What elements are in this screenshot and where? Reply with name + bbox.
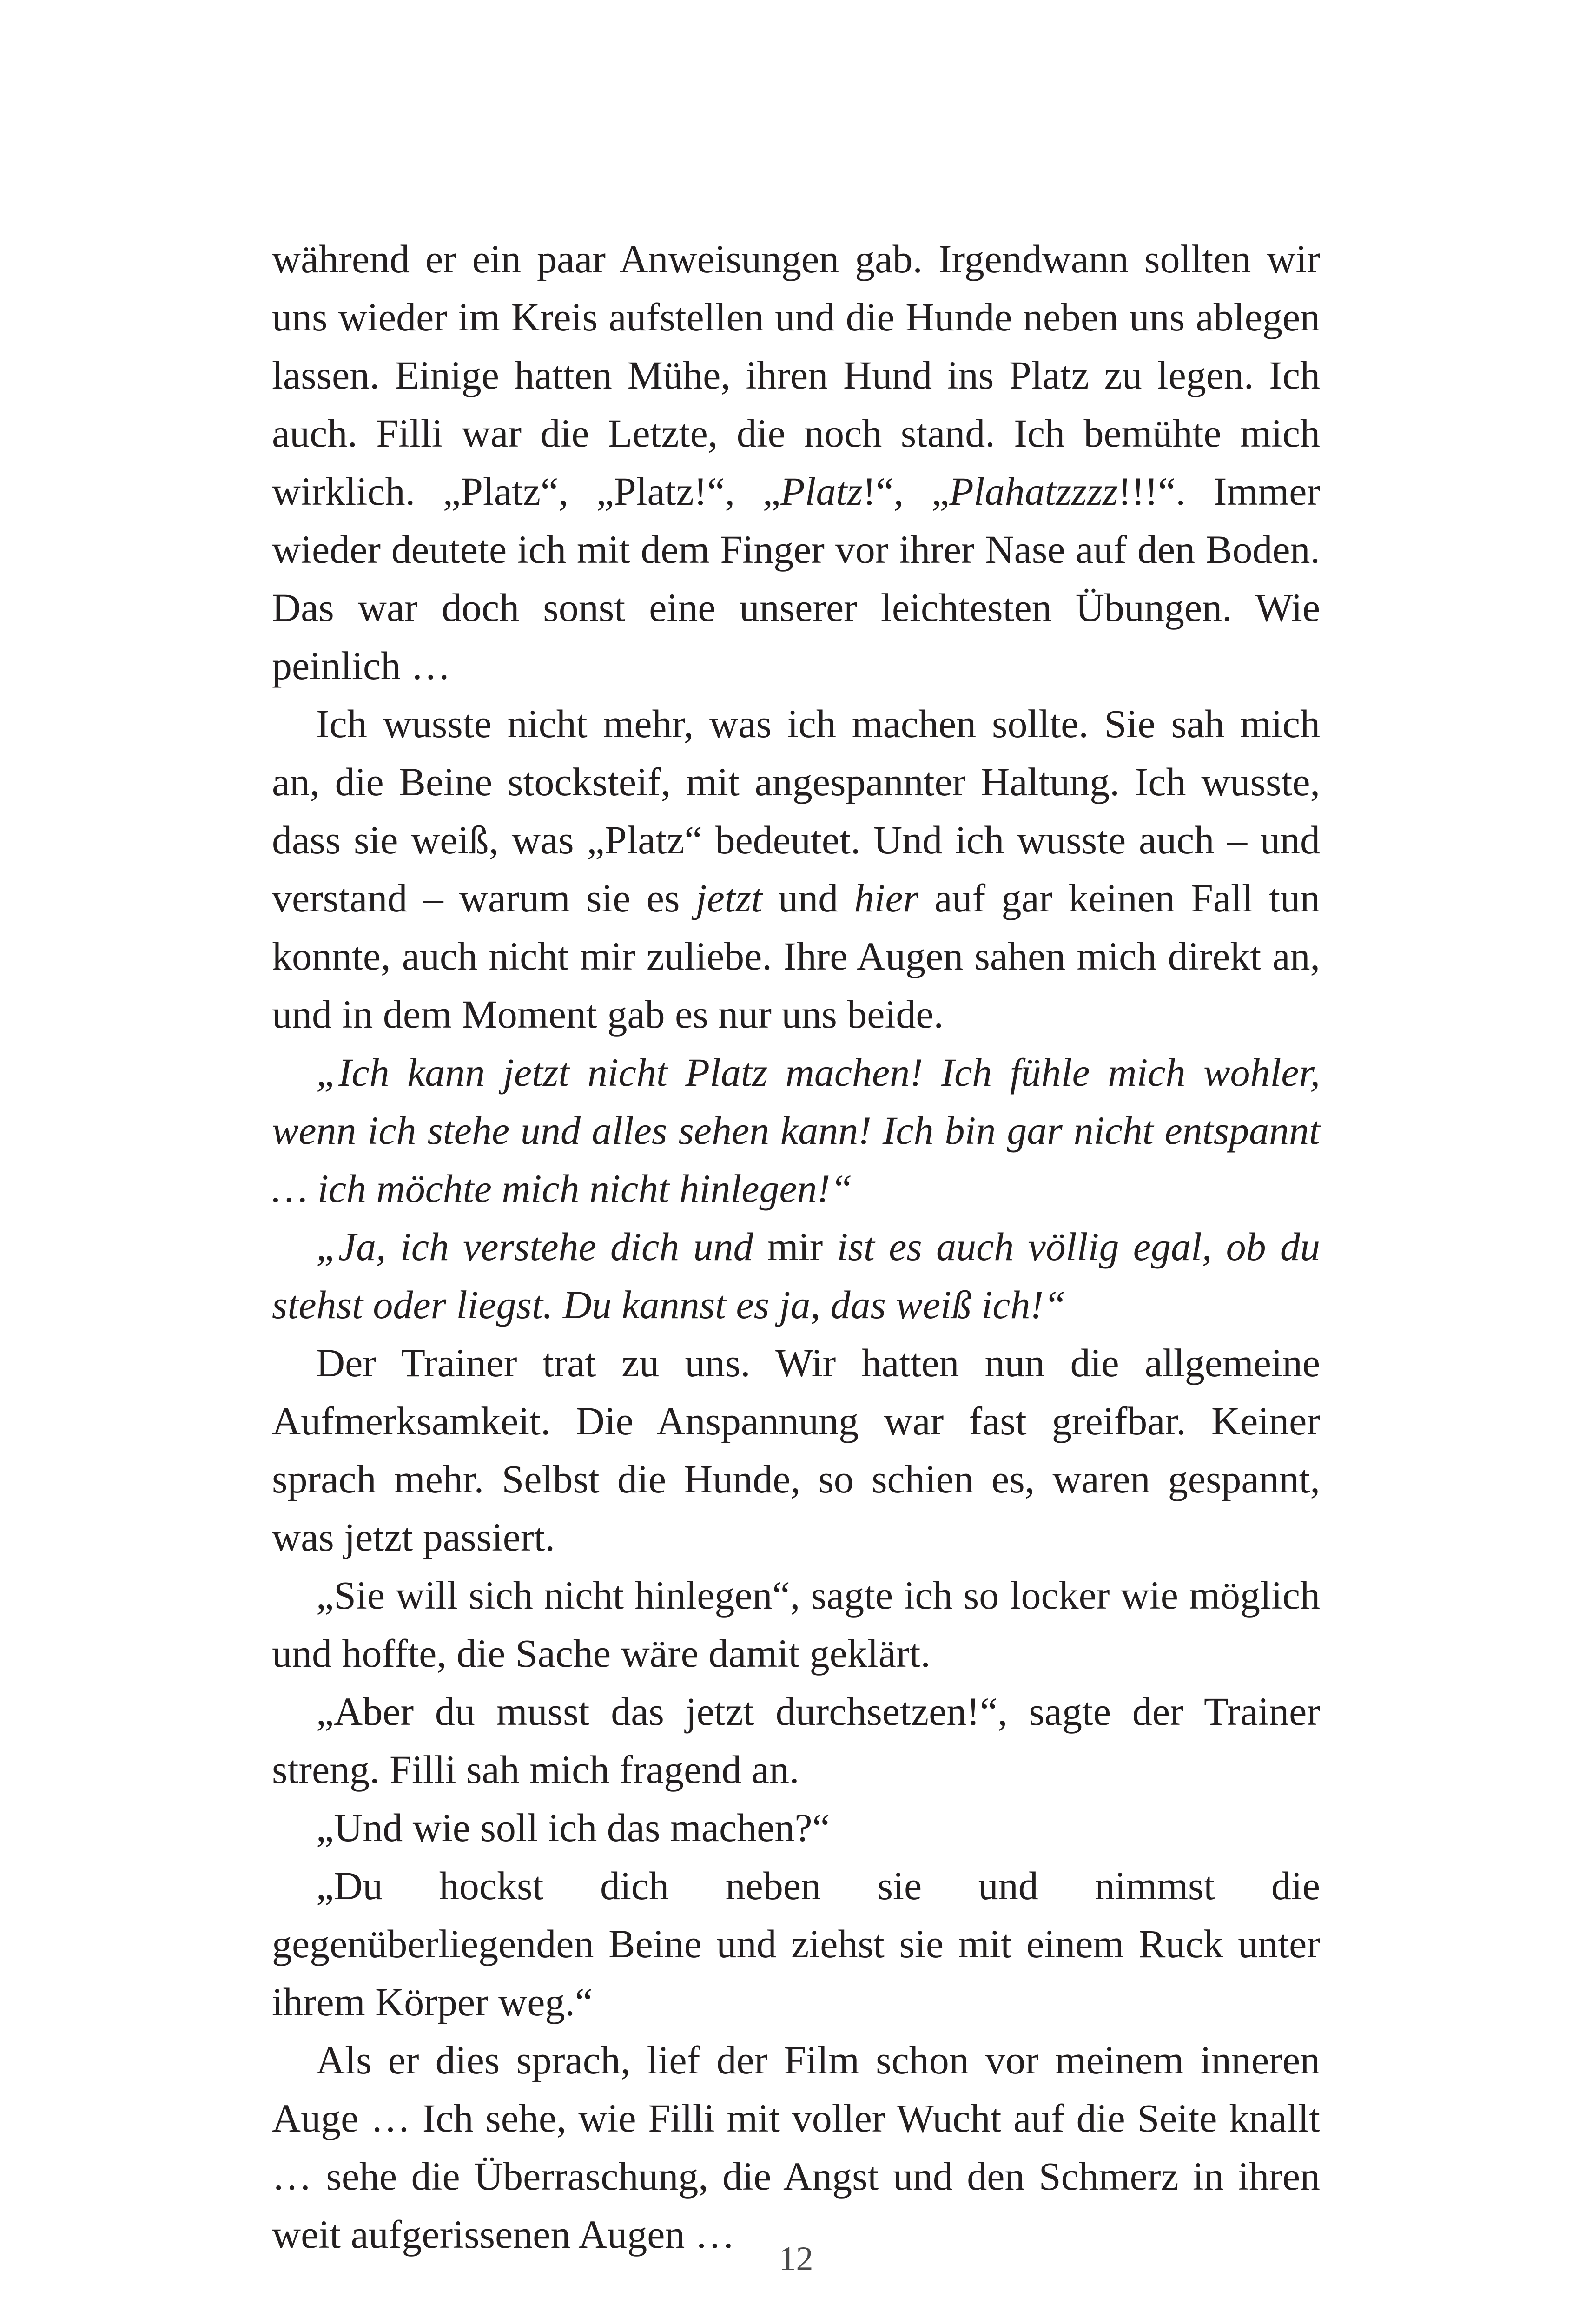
- text-run: „Aber du musst das jetzt durchsetzen!“, sagte der Trainer streng. Filli sah mich fragend an.: [272, 1689, 1320, 1792]
- dialog-paragraph: [272, 1218, 1320, 1334]
- paragraph: [272, 230, 1320, 695]
- paragraph: [272, 1857, 1320, 2031]
- paragraph: [272, 1334, 1320, 1566]
- text-run-italic: Platz: [780, 469, 863, 514]
- text-run: und: [762, 876, 854, 920]
- page-number: 12: [779, 2240, 813, 2278]
- text-run: „Du hockst dich neben sie und nimmst die gegenüberliegenden Beine und ziehst sie mit einem Ruck unter ihrem Körper weg.“: [272, 1863, 1320, 2024]
- paragraph: [272, 1566, 1320, 1683]
- text-run: !!!“. Immer wieder deutete ich mit dem Finger vor ihrer Nase auf den Boden. Das war doch sonst eine unserer leichtesten Übungen. Wie peinlich …: [272, 469, 1321, 688]
- text-run-italic: jetzt: [695, 876, 763, 920]
- text-run-italic: Plahatzzzz: [949, 469, 1118, 514]
- paragraph: [272, 695, 1320, 1043]
- text-run: Als er dies sprach, lief der Film schon vor meinem inneren Auge … Ich sehe, wie Filli mit voller Wucht auf die Seite knallt … sehe die Überraschung, die Angst und den Schmerz in ihren weit aufgerissenen Augen …: [272, 2038, 1320, 2257]
- text-run: „Und wie soll ich das machen?“: [316, 1805, 830, 1850]
- text-run-italic: ist es auch völlig egal, ob du stehst oder liegst. Du kannst es ja, das weiß ich!“: [272, 1224, 1320, 1327]
- text-run-italic: „Ich kann jetzt nicht Platz machen! Ich fühle mich wohler, wenn ich stehe und alles sehen kann! Ich bin gar nicht entspannt … ich möchte mich nicht hinlegen!“: [272, 1050, 1320, 1211]
- dialog-paragraph: [272, 1043, 1320, 1218]
- text-run-italic: hier: [854, 876, 919, 920]
- paragraph: [272, 1799, 1320, 1857]
- paragraph: [272, 2031, 1320, 2264]
- text-run: „Sie will sich nicht hinlegen“, sagte ich so locker wie möglich und hoffte, die Sache wäre damit geklärt.: [272, 1573, 1320, 1676]
- text-run: !“, „: [862, 469, 950, 514]
- text-run: auf gar keinen Fall tun konnte, auch nicht mir zuliebe. Ihre Augen sahen mich direkt an, und in dem Moment gab es nur uns beide.: [272, 876, 1320, 1037]
- body-text: [272, 230, 1320, 2264]
- paragraph: [272, 1683, 1320, 1799]
- text-run: Der Trainer trat zu uns. Wir hatten nun die allgemeine Aufmerksamkeit. Die Anspannung war fast greifbar. Keiner sprach mehr. Selbst die Hunde, so schien es, waren gespannt, was jetzt passiert.: [272, 1340, 1320, 1559]
- text-run-upright: mir: [767, 1224, 823, 1269]
- text-run-italic: „Ja, ich verstehe dich und: [316, 1224, 767, 1269]
- text-run: während er ein paar Anweisungen gab. Irgendwann sollten wir uns wieder im Kreis aufstellen und die Hunde neben uns ablegen lassen. Einige hatten Mühe, ihren Hund ins Platz zu legen. Ich auch. Filli war die Letzte, die noch stand. Ich bemühte mich wirklich. „Platz“, „Platz!“, „: [272, 237, 1320, 514]
- text-run: Ich wusste nicht mehr, was ich machen sollte. Sie sah mich an, die Beine stocksteif, mit angespannter Haltung. Ich wusste, dass sie weiß, was „Platz“ bedeutet. Und ich wusste auch – und verstand – warum sie es: [272, 701, 1320, 920]
